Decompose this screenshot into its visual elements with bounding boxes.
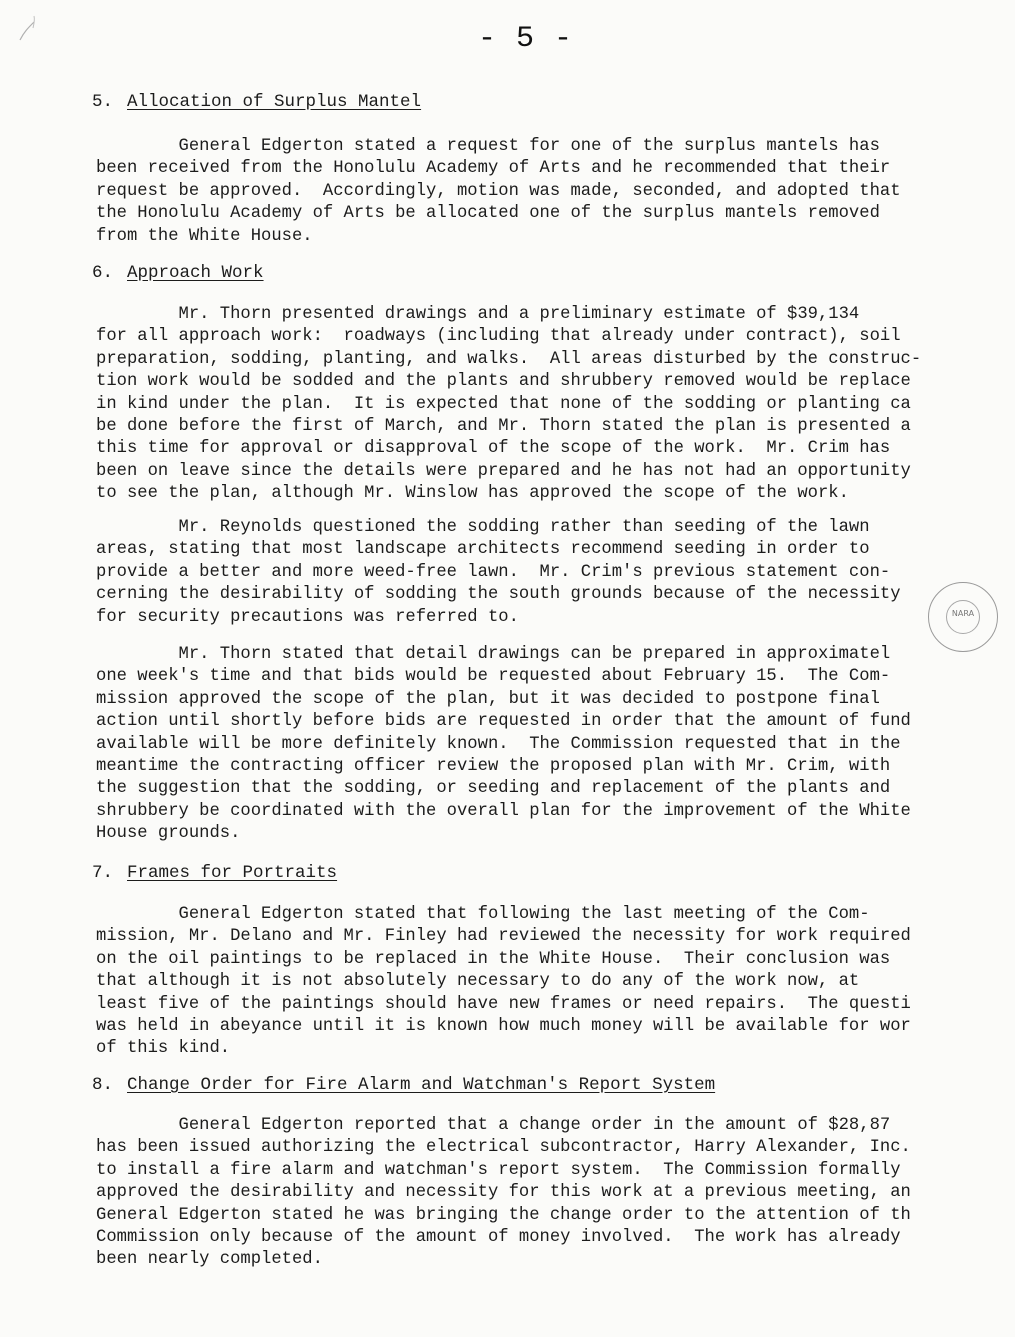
- text-line: was held in abeyance until it is known how much money will be available for wor: [96, 1017, 911, 1037]
- text-line: request be approved. Accordingly, motion was made, seconded, and adopted that: [96, 181, 901, 201]
- section-heading-5: [92, 91, 421, 113]
- section-number: 5.: [92, 92, 114, 112]
- text-line: for all approach work: roadways (including that already under contract), soil: [96, 327, 901, 347]
- text-line: the Honolulu Academy of Arts be allocated one of the surplus mantels removed: [96, 204, 880, 224]
- page-number: - 5 -: [478, 22, 574, 56]
- text-line: House grounds.: [96, 824, 241, 844]
- text-line: General Edgerton stated that following the last meeting of the Com-: [96, 905, 870, 924]
- text-line: Commission only because of the amount of money involved. The work has already: [96, 1228, 901, 1248]
- section-6-paragraph-2: [96, 517, 948, 629]
- section-5-paragraph-1: [96, 136, 948, 248]
- section-number: 8.: [92, 1075, 114, 1095]
- text-line: provide a better and more weed-free lawn. Mr. Crim's previous statement con-: [96, 562, 891, 582]
- text-line: mission approved the scope of the plan, but it was decided to postpone final: [96, 689, 880, 709]
- text-line: preparation, sodding, planting, and walks. All areas disturbed by the construc-: [96, 349, 922, 369]
- text-line: of this kind.: [96, 1039, 231, 1059]
- text-line: General Edgerton reported that a change order in the amount of $28,87: [96, 1116, 891, 1135]
- section-7-paragraph-1: [96, 904, 948, 1061]
- text-line: be done before the first of March, and Mr. Thorn stated the plan is presented a: [96, 417, 911, 437]
- section-8-paragraph-1: [96, 1115, 948, 1272]
- text-line: that although it is not absolutely necessary to do any of the work now, at: [96, 972, 860, 992]
- section-number: 6.: [92, 263, 114, 283]
- text-line: been nearly completed.: [96, 1250, 323, 1270]
- archive-stamp: [928, 582, 998, 652]
- text-line: Mr. Reynolds questioned the sodding rather than seeding of the lawn: [96, 518, 870, 537]
- text-line: approved the desirability and necessity for this work at a previous meeting, an: [96, 1183, 911, 1203]
- text-line: shrubbery be coordinated with the overall plan for the improvement of the White: [96, 801, 911, 821]
- text-line: areas, stating that most landscape architects recommend seeding in order to: [96, 540, 870, 560]
- text-line: in kind under the plan. It is expected that none of the sodding or planting ca: [96, 394, 911, 414]
- text-line: to install a fire alarm and watchman's report system. The Commission formally: [96, 1160, 901, 1180]
- section-heading-8: [92, 1074, 715, 1096]
- text-line: on the oil paintings to be replaced in the White House. Their conclusion was: [96, 949, 891, 969]
- text-line: action until shortly before bids are requested in order that the amount of fund: [96, 712, 911, 732]
- section-6-paragraph-3: [96, 644, 948, 846]
- text-line: from the White House.: [96, 226, 313, 246]
- section-title: Frames for Portraits: [127, 863, 338, 883]
- text-line: Mr. Thorn stated that detail drawings can be prepared in approximatel: [96, 645, 891, 664]
- archive-stamp-label: NARA: [951, 609, 975, 618]
- section-number: 7.: [92, 863, 114, 883]
- text-line: for security precautions was referred to.: [96, 607, 519, 627]
- text-line: cerning the desirability of sodding the south grounds because of the necessity: [96, 585, 901, 605]
- text-line: been received from the Honolulu Academy of Arts and he recommended that their: [96, 159, 891, 179]
- section-title: Change Order for Fire Alarm and Watchman's Report System: [127, 1075, 716, 1095]
- section-title: Allocation of Surplus Mantel: [127, 92, 422, 112]
- text-line: has been issued authorizing the electrical subcontractor, Harry Alexander, Inc.: [96, 1138, 911, 1158]
- text-line: tion work would be sodded and the plants and shrubbery removed would be replace: [96, 372, 911, 392]
- section-6-paragraph-1: [96, 304, 948, 506]
- text-line: General Edgerton stated he was bringing the change order to the attention of th: [96, 1205, 911, 1225]
- text-line: to see the plan, although Mr. Winslow has approved the scope of the work.: [96, 484, 849, 504]
- text-line: least five of the paintings should have new frames or need repairs. The questi: [96, 994, 911, 1014]
- text-line: been on leave since the details were prepared and he has not had an opportunity: [96, 461, 911, 481]
- text-line: mission, Mr. Delano and Mr. Finley had reviewed the necessity for work required: [96, 927, 911, 947]
- text-line: one week's time and that bids would be requested about February 15. The Com-: [96, 667, 891, 687]
- margin-pencil-mark: [14, 10, 54, 50]
- section-heading-6: [92, 262, 264, 284]
- text-line: Mr. Thorn presented drawings and a preliminary estimate of $39,134: [96, 305, 860, 324]
- section-heading-7: [92, 862, 337, 884]
- text-line: General Edgerton stated a request for one of the surplus mantels has: [96, 137, 880, 156]
- text-line: the suggestion that the sodding, or seeding and replacement of the plants and: [96, 779, 891, 799]
- text-line: available will be more definitely known. The Commission requested that in the: [96, 734, 901, 754]
- text-line: this time for approval or disapproval of the scope of the work. Mr. Crim has: [96, 439, 891, 459]
- text-line: meantime the contracting officer review the proposed plan with Mr. Crim, with: [96, 757, 891, 777]
- section-title: Approach Work: [127, 263, 264, 283]
